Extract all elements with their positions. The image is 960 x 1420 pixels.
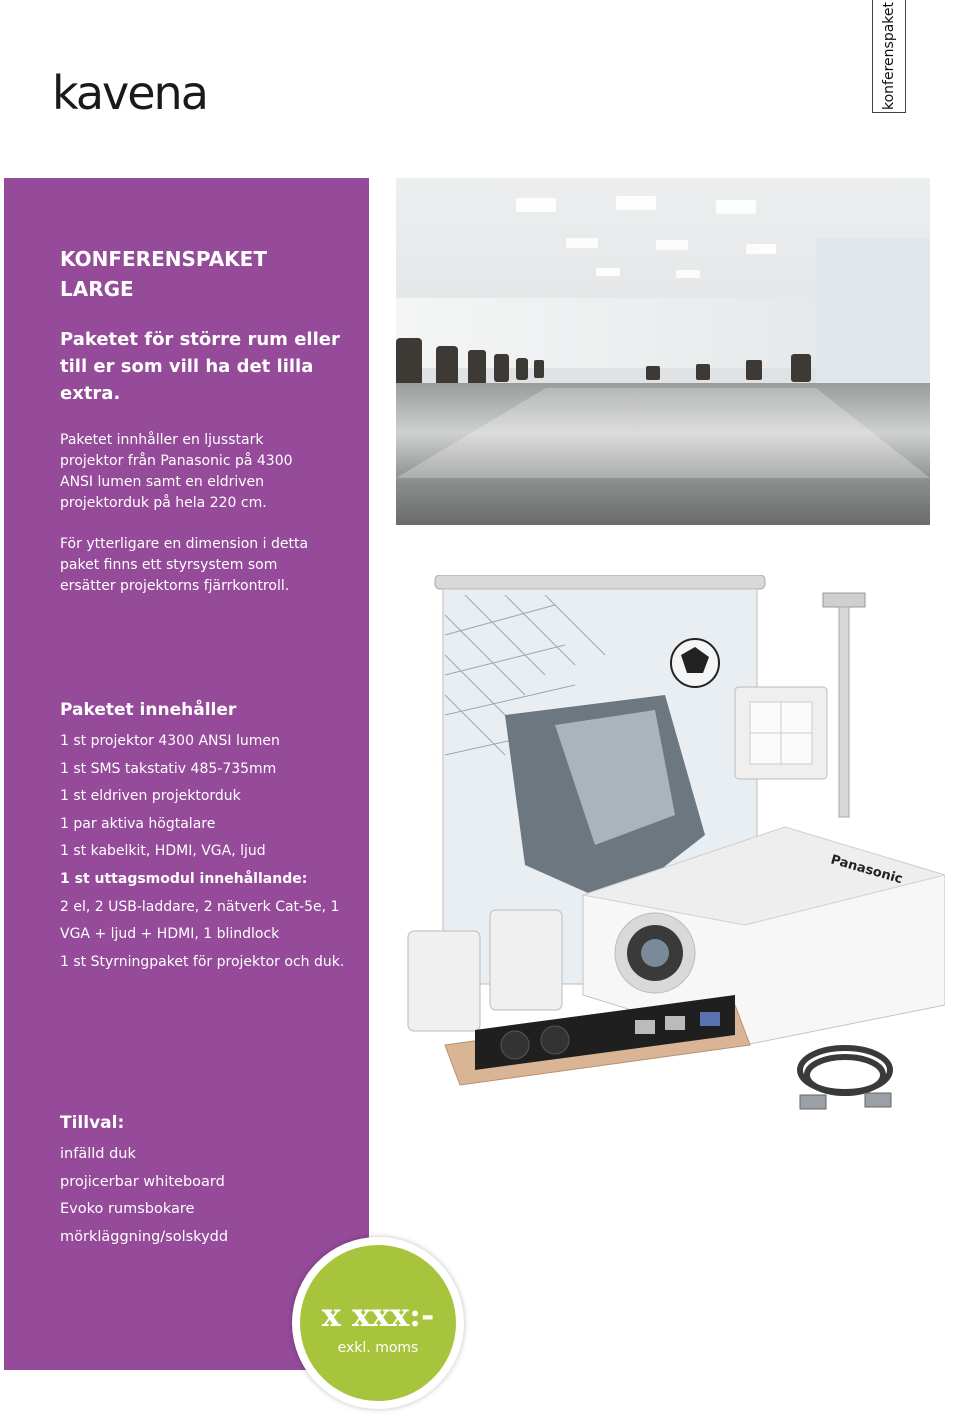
kavena-logo: kavena: [52, 66, 207, 120]
list-item: projicerbar whiteboard: [60, 1173, 225, 1190]
list-item: 1 st uttagsmodul innehållande:: [60, 870, 308, 887]
speaker-right: [490, 910, 562, 1010]
list-item: 2 el, 2 USB-laddare, 2 nätverk Cat-5e, 1 VGA + ljud + HDMI, 1 blindlock: [60, 898, 340, 943]
description-paragraph-1: Paketet innhåller en ljusstark projektor från Panasonic på 4300 ANSI lumen samt en eldriven projektorduk på hela 220 cm.: [60, 432, 293, 511]
cable-kit: [800, 1048, 890, 1093]
list-item: 1 st projektor 4300 ANSI lumen: [60, 733, 280, 749]
ceiling-mount: [823, 593, 865, 607]
list-item: 1 st Styrningpaket för projektor och duk.: [60, 953, 345, 970]
list-item: mörkläggning/solskydd: [60, 1228, 229, 1245]
list-item: 1 par aktiva högtalare: [60, 815, 216, 832]
title-line-2: LARGE: [60, 277, 134, 301]
screen-housing: [435, 575, 765, 589]
price-text: x xxx:-: [321, 1296, 435, 1334]
options-list: [60, 1141, 228, 1251]
list-item: 1 st kabelkit, HDMI, VGA, ljud: [60, 843, 266, 860]
list-item: 1 st SMS takstativ 485-735mm: [60, 760, 277, 777]
page-title: [60, 244, 340, 304]
title-line-1: KONFERENSPAKET: [60, 247, 267, 271]
description-paragraph-2: För ytterligare en dimension i detta paket finns ett styrsystem som ersätter projektorns fjärrkontroll.: [60, 536, 309, 594]
lead-text: Paketet för större rum eller till er som vill ha det lilla extra.: [60, 329, 340, 404]
side-tab-label: konferenspaket: [881, 2, 897, 110]
contents-list: [60, 728, 350, 976]
options-heading: Tillval:: [60, 1113, 125, 1133]
side-tab: [872, 0, 906, 113]
conference-room-photo: [396, 178, 930, 525]
contents-heading: Paketet innehåller: [60, 700, 237, 720]
price-note: exkl. moms: [337, 1340, 419, 1356]
list-item: 1 st eldriven projektorduk: [60, 788, 241, 805]
speaker-left: [408, 931, 480, 1031]
list-item: Evoko rumsbokare: [60, 1201, 195, 1218]
product-collage: [405, 575, 945, 1135]
list-item: infälld duk: [60, 1146, 136, 1162]
projector-brand: Panasonic: [828, 852, 905, 888]
